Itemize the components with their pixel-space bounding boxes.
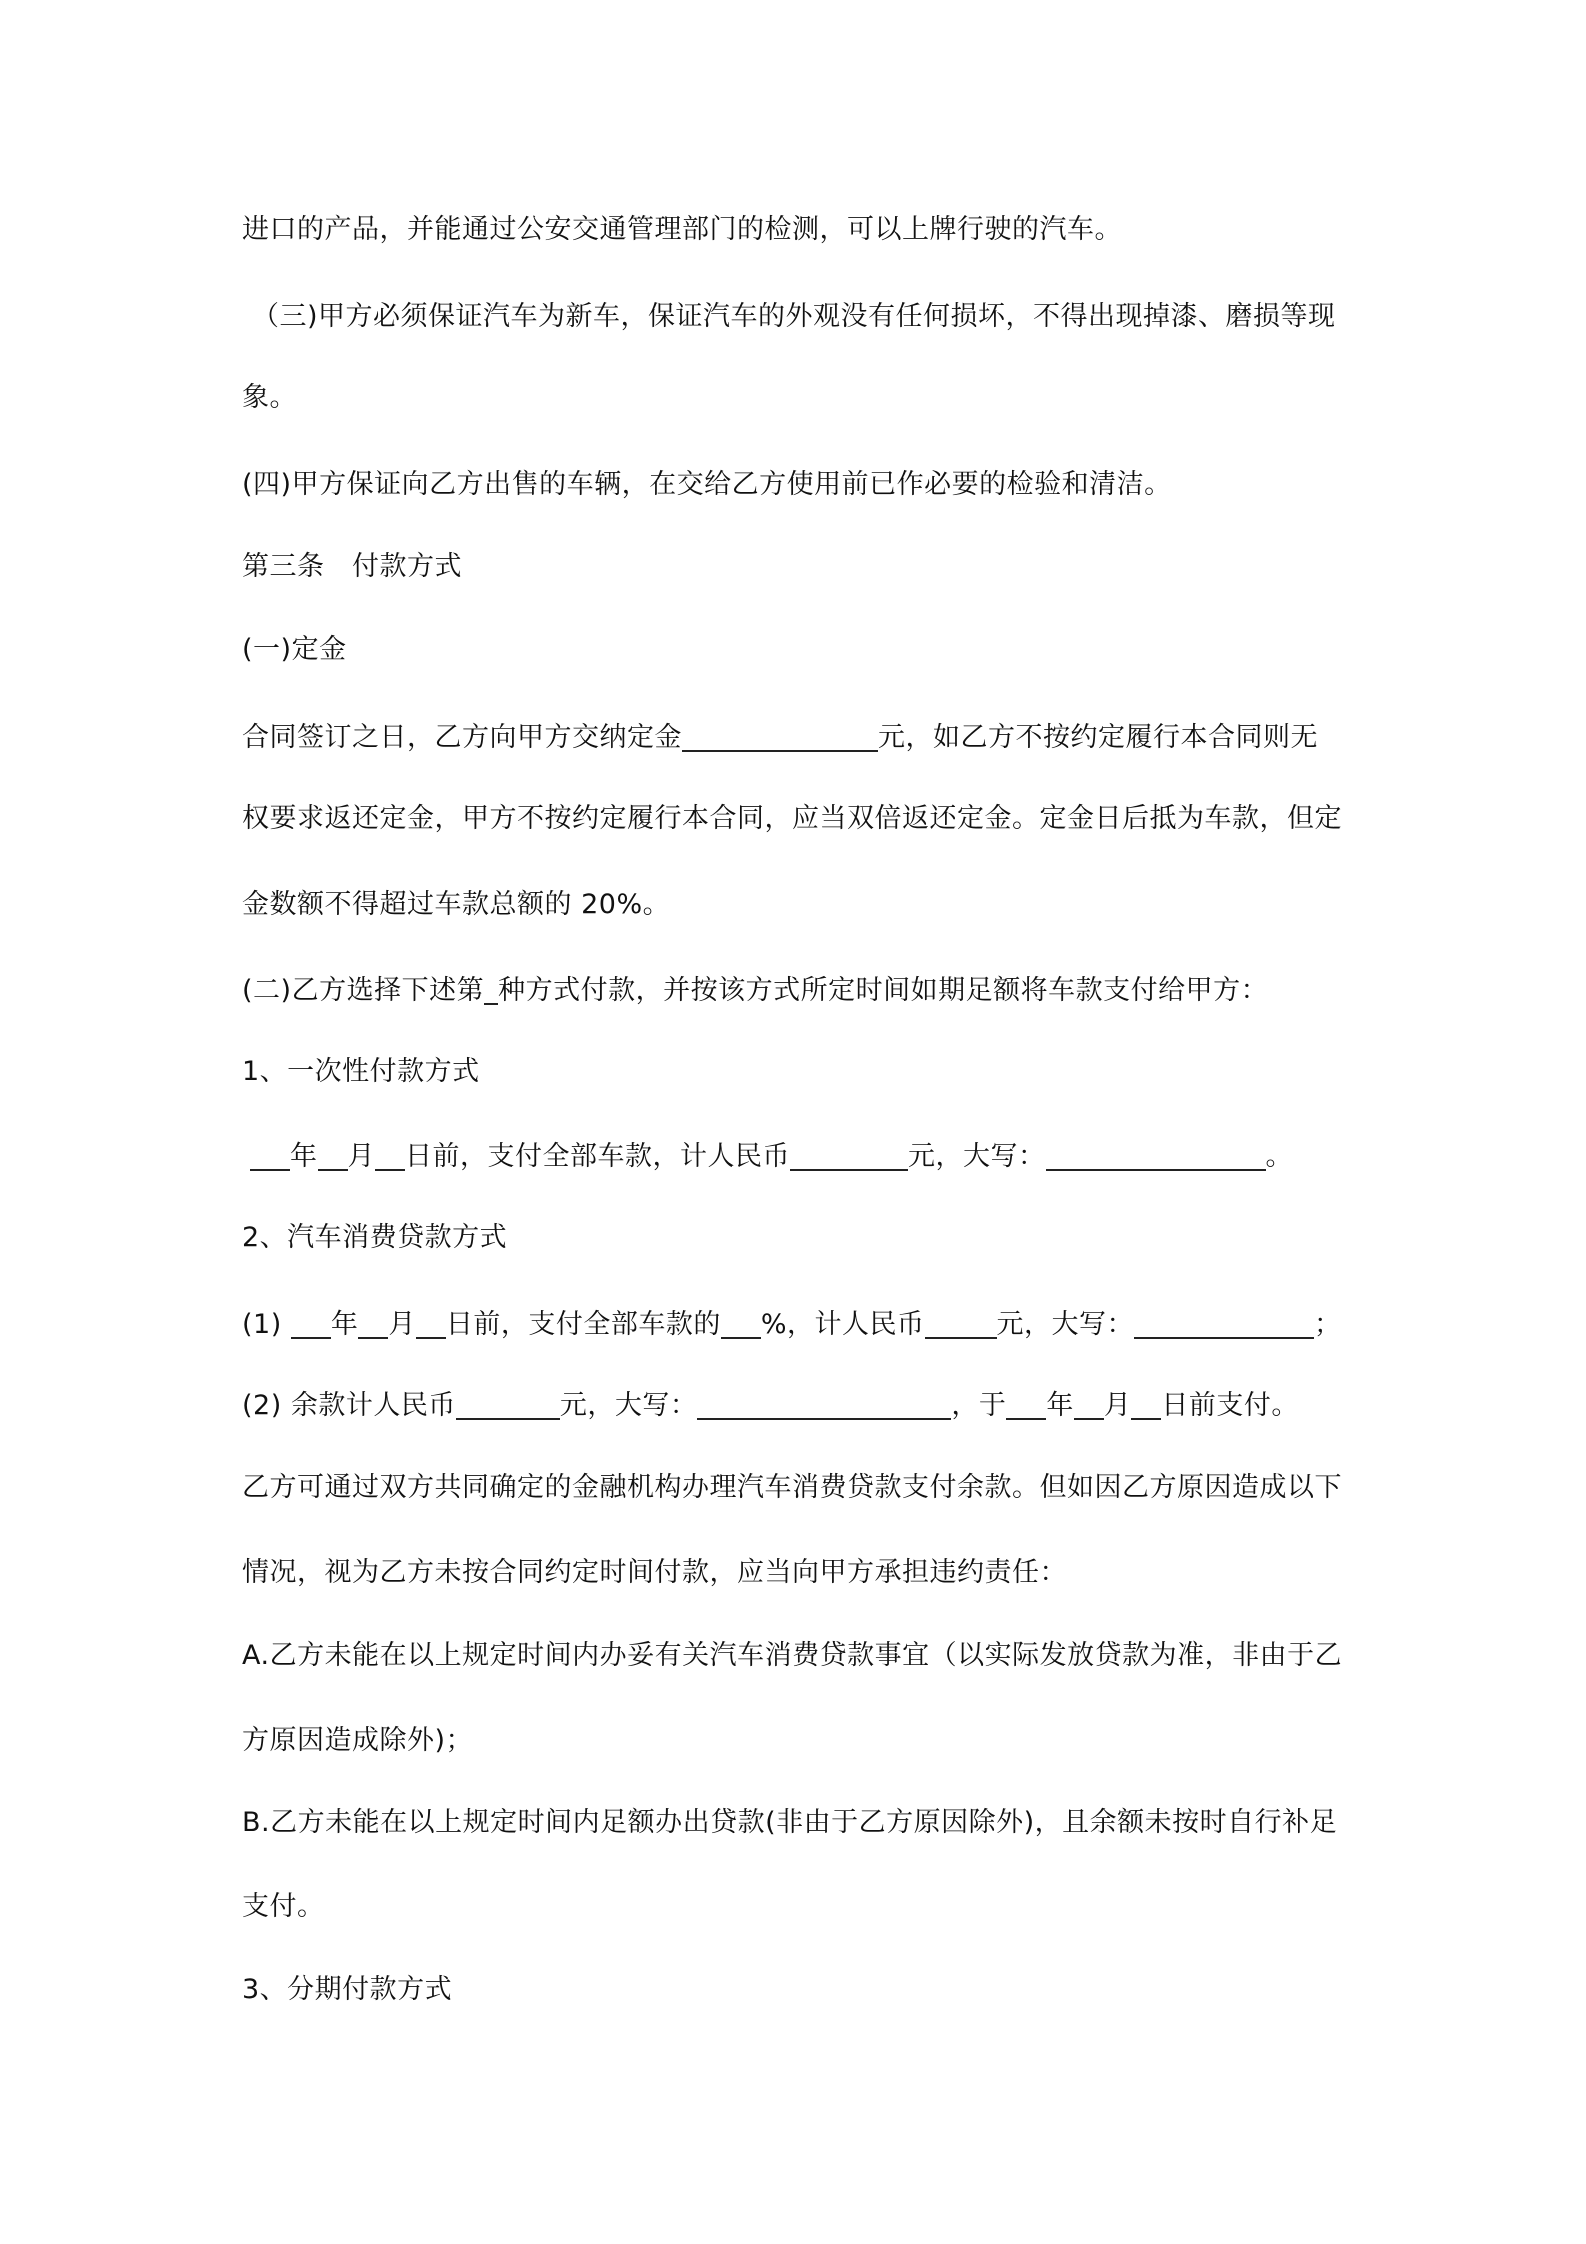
paragraph-line [242, 378, 297, 418]
text: (2) 余款计人民币 [242, 1390, 456, 1421]
paragraph-line [242, 465, 1172, 505]
fill-blank[interactable] [1134, 1309, 1314, 1339]
paragraph-line [242, 971, 1268, 1011]
fill-blank[interactable] [456, 1390, 560, 1420]
text: (二)乙方选择下述第 [242, 975, 485, 1006]
fill-blank[interactable] [250, 1141, 290, 1171]
list-heading [242, 1970, 452, 2010]
text: 进口的产品，并能通过公安交通管理部门的检测，可以上牌行驶的汽车。 [242, 214, 1122, 245]
paragraph-line [242, 1305, 1342, 1345]
text: 合同签订之日，乙方向甲方交纳定金 [242, 722, 682, 753]
text: 月 [388, 1309, 416, 1340]
fill-blank[interactable] [925, 1309, 997, 1339]
text: 日前支付。 [1161, 1390, 1299, 1421]
text: B.乙方未能在以上规定时间内足额办出贷款(非由于乙方原因除外)，且余额未按时自行补足 [242, 1807, 1338, 1838]
list-heading [242, 1052, 480, 1092]
text: 3、分期付款方式 [242, 1974, 453, 2005]
paragraph-line [242, 1386, 1299, 1426]
text: 日前，支付全部车款，计人民币 [405, 1141, 790, 1172]
fill-blank[interactable] [358, 1309, 388, 1339]
fill-blank[interactable] [375, 1141, 405, 1171]
text: 。 [1265, 1141, 1293, 1172]
fill-blank[interactable] [1006, 1390, 1046, 1420]
paragraph-line [252, 297, 1336, 337]
text: 元，大写： [559, 1390, 698, 1421]
text: 元，大写： [908, 1141, 1046, 1172]
paragraph-line [242, 1721, 473, 1761]
paragraph-line [242, 1636, 1342, 1676]
text: 1、一次性付款方式 [242, 1056, 480, 1087]
paragraph-line [242, 799, 1342, 839]
fill-blank[interactable] [1131, 1390, 1161, 1420]
fill-blank[interactable] [790, 1141, 908, 1171]
text: 第三条 付款方式 [242, 551, 462, 582]
fill-blank[interactable] [1046, 1141, 1266, 1171]
text: 权要求返还定金，甲方不按约定履行本合同，应当双倍返还定金。定金日后抵为车款，但定 [242, 803, 1342, 834]
list-heading [242, 1218, 507, 1258]
text: 情况，视为乙方未按合同约定时间付款，应当向甲方承担违约责任： [242, 1557, 1067, 1588]
paragraph-line [242, 718, 1318, 758]
text: A.乙方未能在以上规定时间内办妥有关汽车消费贷款事宜（以实际发放贷款为准，非由于乙 [242, 1640, 1343, 1671]
text: 种方式付款，并按该方式所定时间如期足额将车款支付给甲方： [498, 975, 1269, 1006]
fill-blank[interactable] [416, 1309, 446, 1339]
text: 方原因造成除外)； [242, 1725, 474, 1756]
paragraph-line [242, 1468, 1342, 1508]
fill-blank[interactable] [682, 722, 878, 752]
paragraph-line [242, 1887, 325, 1927]
text: 乙方可通过双方共同确定的金融机构办理汽车消费贷款支付余款。但如因乙方原因造成以下 [242, 1472, 1342, 1503]
fill-blank[interactable] [697, 1390, 951, 1420]
text: 金数额不得超过车款总额的 20%。 [242, 889, 671, 920]
text: (四)甲方保证向乙方出售的车辆，在交给乙方使用前已作必要的检验和清洁。 [242, 469, 1172, 500]
fill-blank[interactable] [318, 1141, 348, 1171]
text: 年 [1046, 1390, 1074, 1421]
text: ，于 [951, 1390, 1007, 1421]
paragraph-line [242, 885, 670, 925]
text: 年 [330, 1309, 359, 1340]
text: %，计人民币 [760, 1309, 925, 1340]
text: 日前，支付全部车款的 [445, 1309, 721, 1340]
paragraph-line [242, 210, 1122, 250]
text: (一)定金 [242, 634, 347, 665]
paragraph-line [250, 1137, 1293, 1177]
paragraph-line [242, 1553, 1067, 1593]
text: 元，大写： [996, 1309, 1134, 1340]
fill-blank[interactable] [1074, 1390, 1104, 1420]
text: (1) [242, 1309, 282, 1340]
fill-blank[interactable] [721, 1309, 761, 1339]
sub-heading [242, 630, 347, 670]
text: 2、汽车消费贷款方式 [242, 1222, 508, 1253]
paragraph-line [242, 1803, 1337, 1843]
text: 支付。 [242, 1891, 325, 1922]
text: ； [1314, 1309, 1342, 1340]
text: 元，如乙方不按约定履行本合同则无 [878, 722, 1318, 753]
text: （三)甲方必须保证汽车为新车，保证汽车的外观没有任何损坏，不得出现掉漆、磨损等现 [252, 301, 1336, 332]
text: 年 [290, 1141, 318, 1172]
section-heading [242, 547, 462, 587]
text: 月 [1103, 1390, 1132, 1421]
text: 象。 [242, 382, 297, 413]
text: 月 [347, 1141, 375, 1172]
fill-blank[interactable] [484, 975, 498, 1005]
fill-blank[interactable] [291, 1309, 331, 1339]
